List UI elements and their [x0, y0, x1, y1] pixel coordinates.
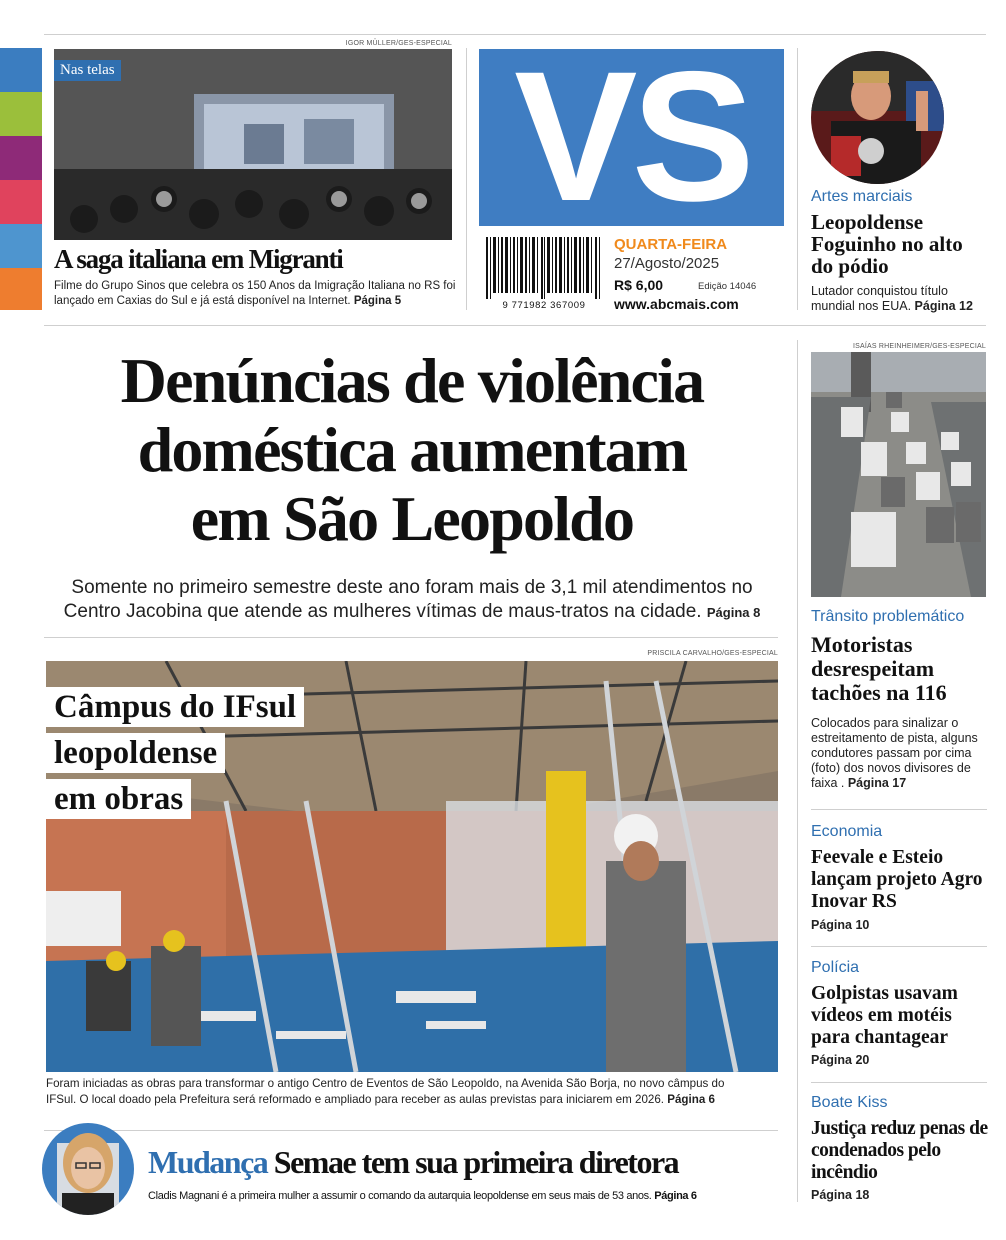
section-kicker: Economia: [811, 823, 883, 840]
color-strip-orange: [0, 268, 42, 310]
color-strip-red: [0, 180, 42, 224]
section-kicker: Artes marciais: [811, 188, 913, 205]
page-ref[interactable]: Página 12: [914, 299, 973, 313]
traffic-photo[interactable]: [811, 352, 986, 597]
page-ref[interactable]: Página 6: [654, 1190, 697, 1202]
photo-caption: [46, 1076, 780, 1108]
section-rule: [811, 946, 987, 947]
caption-line: [46, 1092, 780, 1108]
caption-line: Foram iniciadas as obras para transformar o antigo Centro de Eventos de São Leopoldo, na Avenida São Borja, no novo câmpus do: [46, 1077, 725, 1090]
story-body: Lutador conquistou título mundial nos EUA.: [811, 284, 948, 313]
deck-line: Somente no primeiro semestre deste ano foram mais de 3,1 mil atendimentos no: [71, 577, 753, 598]
divider: [797, 48, 798, 310]
story-text: [811, 284, 991, 314]
story-body: Filme do Grupo Sinos que celebra os 150 Anos da Imigração Italiana no RS foi lançado em Caxias do Sul e já está disponível na Internet.: [54, 280, 456, 307]
bottom-headline[interactable]: [148, 1142, 788, 1182]
price: R$ 6,00: [614, 277, 664, 293]
section-tag: Nas telas: [54, 60, 121, 81]
photo-title-line: leopoldense: [46, 733, 225, 773]
page-ref[interactable]: Página 8: [706, 605, 761, 620]
headline-line: doméstica aumentam: [137, 414, 687, 485]
website-link[interactable]: www.abcmais.com: [614, 296, 739, 312]
section-rule: [44, 1130, 778, 1131]
page-ref[interactable]: Página 6: [667, 1093, 715, 1106]
headline[interactable]: Justiça reduz penas de condenados pelo incêndio: [811, 1118, 988, 1183]
photo-credit: ISAÍAS RHEINHEIMER/GES-ESPECIAL: [852, 343, 986, 350]
headline[interactable]: Golpistas usavam vídeos em motéis para chantagear: [811, 983, 958, 1048]
page-ref[interactable]: Página 10: [811, 918, 870, 932]
main-headline[interactable]: [42, 346, 782, 553]
story-text: [148, 1189, 788, 1203]
color-strip-green: [0, 92, 42, 136]
fighter-photo[interactable]: [811, 51, 944, 184]
deck-line: [42, 600, 782, 625]
photo-title[interactable]: [46, 687, 366, 819]
page-ref[interactable]: Página 20: [811, 1053, 870, 1067]
story-text: [811, 716, 991, 791]
color-strip-lightblue: [0, 224, 42, 268]
section-kicker: Polícia: [811, 959, 860, 976]
section-kicker: Trânsito problemático: [811, 608, 965, 625]
headline-line: Denúncias de violência: [120, 345, 704, 416]
barcode-number: 9 771982 367009: [502, 300, 586, 311]
headline-line: em São Leopoldo: [190, 483, 634, 554]
caption-text: IFSul. O local doado pela Prefeitura será reformado e ampliado para receber as aulas previstas para iniciarem em 2026.: [46, 1093, 665, 1106]
deck-text: Centro Jacobina que atende as mulheres vítimas de maus-tratos na cidade.: [63, 601, 702, 622]
story-body: Cladis Magnani é a primeira mulher a assumir o comando da autarquia leopoldense em seus mais de 53 anos.: [148, 1190, 652, 1202]
portrait-photo[interactable]: [42, 1123, 134, 1215]
page-ref[interactable]: Página 5: [353, 295, 402, 307]
headline[interactable]: Leopoldense Foguinho no alto do pódio: [811, 210, 963, 278]
edition-date: 27/Agosto/2025: [614, 255, 720, 272]
story-body: Colocados para sinalizar o estreitamento de pista, alguns condutores passam por cima (foto) dos novos divisores de faixa .: [811, 716, 978, 790]
photo-credit: PRISCILA CARVALHO/GES-ESPECIAL: [647, 650, 778, 657]
headline[interactable]: A saga italiana em Migranti: [54, 244, 343, 274]
photo-title-line: Câmpus do IFsul: [46, 687, 304, 727]
photo-credit: IGOR MÜLLER/GES-ESPECIAL: [345, 40, 452, 47]
edition-day: QUARTA-FEIRA: [614, 236, 728, 253]
main-deck: [42, 576, 782, 625]
masthead-logo[interactable]: [479, 49, 784, 226]
divider: [797, 340, 798, 1202]
section-rule: [44, 637, 778, 638]
color-strip-blue: [0, 48, 42, 92]
section-rule: [44, 325, 986, 326]
page-ref[interactable]: Página 17: [847, 776, 907, 790]
headline[interactable]: Motoristas desrespeitam tachões na 116: [811, 632, 947, 705]
page-ref[interactable]: Página 18: [811, 1188, 870, 1202]
headline[interactable]: Feevale e Esteio lançam projeto Agro Inovar RS: [811, 847, 983, 912]
section-kicker: Mudança: [148, 1144, 268, 1180]
section-kicker: Boate Kiss: [811, 1094, 888, 1111]
section-rule: [811, 1082, 987, 1083]
top-rule: [44, 34, 986, 35]
photo-title-line: em obras: [46, 779, 191, 819]
story-text: [54, 279, 458, 309]
logo-text: VS: [514, 49, 749, 226]
edition-number: Edição 14046: [698, 281, 757, 292]
divider: [466, 48, 467, 310]
section-rule: [811, 809, 987, 810]
headline: Semae tem sua primeira diretora: [273, 1144, 679, 1180]
color-strip-purple: [0, 136, 42, 180]
barcode: [484, 237, 604, 311]
